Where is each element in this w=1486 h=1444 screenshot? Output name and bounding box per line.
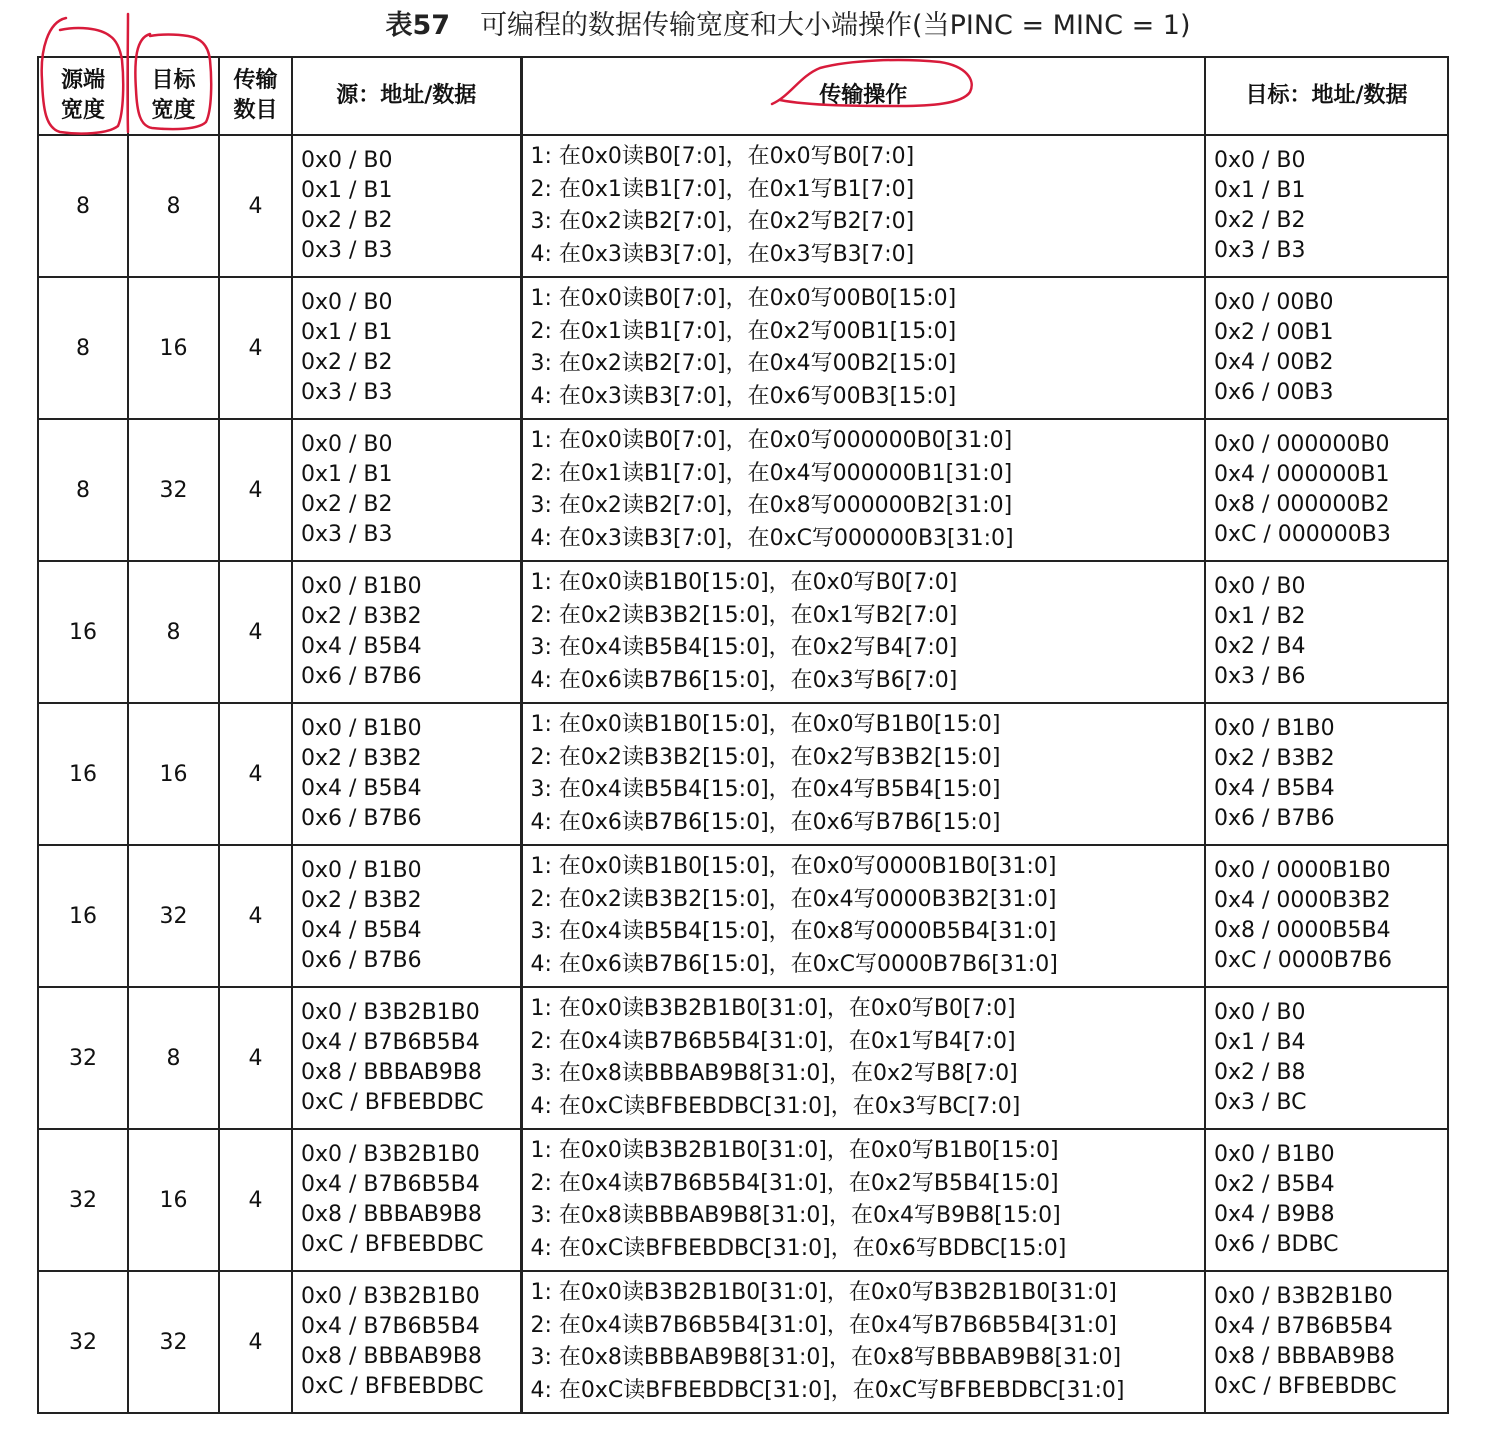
src-addr-line: 0x1 / B1 xyxy=(301,178,393,203)
dst-addr-line: 0x2 / B3B2 xyxy=(1214,746,1335,771)
dst-addr-line: 0x1 / B2 xyxy=(1214,604,1306,629)
header-dst-width: 目标 宽度 xyxy=(128,57,219,135)
src-addr-line: 0x0 / B0 xyxy=(301,148,393,173)
table-number: 表57 xyxy=(385,10,451,41)
cell-transfer-ops xyxy=(521,1129,1205,1271)
table-row xyxy=(38,845,1448,987)
cell-src-addr xyxy=(292,1271,521,1413)
cell-src-width: 16 xyxy=(38,703,128,845)
transfer-op-line: 4: 在0x3读B3[7:0]，在0xC写000000B3[31:0] xyxy=(530,525,1014,551)
src-addr-line: 0x2 / B2 xyxy=(301,350,393,375)
src-addr-line: 0x0 / B3B2B1B0 xyxy=(301,1142,480,1167)
transfer-op-line: 3: 在0x8读BBBAB9B8[31:0]，在0x2写B8[7:0] xyxy=(530,1061,1018,1086)
cell-src-width: 8 xyxy=(38,419,128,561)
dst-addr-line: 0x4 / B9B8 xyxy=(1214,1202,1335,1227)
cell-dst-addr xyxy=(1205,987,1448,1129)
transfer-op-line: 1: 在0x0读B3B2B1B0[31:0]，在0x0写B3B2B1B0[31:0] xyxy=(530,1280,1117,1305)
dst-addr-line: 0x3 / B3 xyxy=(1214,238,1306,263)
cell-src-addr xyxy=(292,419,521,561)
transfer-op-line: 2: 在0x4读B7B6B5B4[31:0]，在0x2写B5B4[15:0] xyxy=(530,1170,1059,1196)
cell-src-width: 16 xyxy=(38,561,128,703)
dst-addr-line: 0x6 / BDBC xyxy=(1214,1232,1339,1257)
dst-addr-line: 0x0 / 0000B1B0 xyxy=(1214,858,1391,883)
transfer-op-line: 3: 在0x4读B5B4[15:0]，在0x4写B5B4[15:0] xyxy=(530,777,1001,802)
transfer-op-line: 2: 在0x1读B1[7:0]，在0x4写000000B1[31:0] xyxy=(530,460,1013,486)
transfer-op-line: 2: 在0x1读B1[7:0]，在0x1写B1[7:0] xyxy=(530,176,915,202)
cell-transfer-ops xyxy=(521,419,1205,561)
transfer-op-line: 4: 在0x6读B7B6[15:0]，在0xC写0000B7B6[31:0] xyxy=(530,951,1058,977)
table-row xyxy=(38,987,1448,1129)
dst-addr-line: 0x8 / 0000B5B4 xyxy=(1214,918,1391,943)
cell-dst-addr xyxy=(1205,703,1448,845)
src-addr-line: 0x0 / B3B2B1B0 xyxy=(301,1284,480,1309)
transfer-op-line: 1: 在0x0读B0[7:0]，在0x0写B0[7:0] xyxy=(530,144,915,169)
cell-src-width: 32 xyxy=(38,1271,128,1413)
dst-addr-line: 0x3 / B6 xyxy=(1214,664,1306,689)
transfer-op-line: 1: 在0x0读B3B2B1B0[31:0]，在0x0写B0[7:0] xyxy=(530,996,1016,1021)
src-addr-line: 0x0 / B1B0 xyxy=(301,716,422,741)
src-addr-line: 0x4 / B5B4 xyxy=(301,776,422,801)
transfer-op-line: 3: 在0x2读B2[7:0]，在0x2写B2[7:0] xyxy=(530,209,915,234)
cell-count: 4 xyxy=(219,1271,292,1413)
cell-dst-width: 8 xyxy=(128,987,219,1129)
cell-dst-addr xyxy=(1205,1271,1448,1413)
dst-addr-line: 0x0 / 000000B0 xyxy=(1214,432,1390,457)
dst-addr-line: 0x2 / B4 xyxy=(1214,634,1306,659)
transfer-op-line: 1: 在0x0读B0[7:0]，在0x0写00B0[15:0] xyxy=(530,286,957,311)
dst-addr-line: 0x8 / 000000B2 xyxy=(1214,492,1390,517)
dst-addr-line: 0x4 / 0000B3B2 xyxy=(1214,888,1391,913)
transfer-op-line: 4: 在0xC读BFBEBDBC[31:0]，在0x3写BC[7:0] xyxy=(530,1093,1021,1119)
cell-src-addr xyxy=(292,135,521,277)
transfer-op-line: 1: 在0x0读B1B0[15:0]，在0x0写B1B0[15:0] xyxy=(530,712,1001,737)
cell-count: 4 xyxy=(219,1129,292,1271)
dst-addr-line: 0x2 / 00B1 xyxy=(1214,320,1334,345)
cell-dst-width: 8 xyxy=(128,135,219,277)
table-row xyxy=(38,1271,1448,1413)
cell-transfer-ops xyxy=(521,987,1205,1129)
cell-dst-addr xyxy=(1205,1129,1448,1271)
cell-src-width: 8 xyxy=(38,277,128,419)
transfer-op-line: 3: 在0x8读BBBAB9B8[31:0]，在0x8写BBBAB9B8[31:0] xyxy=(530,1345,1122,1370)
src-addr-line: 0x0 / B1B0 xyxy=(301,574,422,599)
src-addr-line: 0x2 / B3B2 xyxy=(301,888,422,913)
dst-addr-line: 0x4 / 00B2 xyxy=(1214,350,1334,375)
dst-addr-line: 0x2 / B8 xyxy=(1214,1060,1306,1085)
cell-dst-width: 32 xyxy=(128,845,219,987)
cell-dst-addr xyxy=(1205,419,1448,561)
transfer-op-line: 3: 在0x2读B2[7:0]，在0x4写00B2[15:0] xyxy=(530,351,957,376)
src-addr-line: 0x3 / B3 xyxy=(301,238,393,263)
dst-addr-line: 0x8 / BBBAB9B8 xyxy=(1214,1344,1395,1369)
dst-addr-line: 0x0 / B1B0 xyxy=(1214,1142,1335,1167)
cell-transfer-ops xyxy=(521,1271,1205,1413)
transfer-op-line: 1: 在0x0读B1B0[15:0]，在0x0写0000B1B0[31:0] xyxy=(530,854,1057,879)
dst-addr-line: 0x2 / B5B4 xyxy=(1214,1172,1335,1197)
cell-transfer-ops xyxy=(521,561,1205,703)
header-src-width: 源端 宽度 xyxy=(38,57,128,135)
src-addr-line: 0x8 / BBBAB9B8 xyxy=(301,1060,482,1085)
cell-dst-width: 16 xyxy=(128,1129,219,1271)
cell-count: 4 xyxy=(219,135,292,277)
dst-addr-line: 0x0 / B0 xyxy=(1214,1000,1306,1025)
cell-src-width: 8 xyxy=(38,135,128,277)
dst-addr-line: 0x0 / B3B2B1B0 xyxy=(1214,1284,1393,1309)
dst-addr-line: 0x2 / B2 xyxy=(1214,208,1306,233)
src-addr-line: 0x2 / B3B2 xyxy=(301,746,422,771)
transfer-op-line: 3: 在0x4读B5B4[15:0]，在0x8写0000B5B4[31:0] xyxy=(530,919,1057,944)
transfer-op-line: 4: 在0x6读B7B6[15:0]，在0x3写B6[7:0] xyxy=(530,667,958,693)
cell-transfer-ops xyxy=(521,135,1205,277)
cell-dst-addr xyxy=(1205,561,1448,703)
cell-src-addr xyxy=(292,277,521,419)
cell-dst-width: 16 xyxy=(128,703,219,845)
cell-count: 4 xyxy=(219,277,292,419)
src-addr-line: 0xC / BFBEBDBC xyxy=(301,1090,484,1115)
dst-addr-line: 0x6 / 00B3 xyxy=(1214,380,1334,405)
dst-addr-line: 0x0 / B1B0 xyxy=(1214,716,1335,741)
table-row xyxy=(38,277,1448,419)
cell-transfer-ops xyxy=(521,703,1205,845)
src-addr-line: 0x0 / B0 xyxy=(301,432,393,457)
dst-addr-line: 0xC / 000000B3 xyxy=(1214,522,1391,547)
src-addr-line: 0x2 / B3B2 xyxy=(301,604,422,629)
src-addr-line: 0x6 / B7B6 xyxy=(301,948,422,973)
dst-addr-line: 0x4 / B5B4 xyxy=(1214,776,1335,801)
dst-addr-line: 0x4 / 000000B1 xyxy=(1214,462,1390,487)
cell-dst-width: 16 xyxy=(128,277,219,419)
table-caption xyxy=(0,6,1486,46)
cell-dst-width: 32 xyxy=(128,1271,219,1413)
transfer-op-line: 4: 在0x6读B7B6[15:0]，在0x6写B7B6[15:0] xyxy=(530,809,1001,835)
src-addr-line: 0x4 / B7B6B5B4 xyxy=(301,1030,480,1055)
cell-transfer-ops xyxy=(521,845,1205,987)
table-row xyxy=(38,135,1448,277)
header-count: 传输 数目 xyxy=(219,57,292,135)
cell-src-addr xyxy=(292,703,521,845)
transfer-op-line: 2: 在0x4读B7B6B5B4[31:0]，在0x4写B7B6B5B4[31:0] xyxy=(530,1312,1117,1338)
header-transfer-ops: 传输操作 xyxy=(521,57,1205,135)
dst-addr-line: 0x4 / B7B6B5B4 xyxy=(1214,1314,1393,1339)
src-addr-line: 0x3 / B3 xyxy=(301,522,393,547)
src-addr-line: 0x2 / B2 xyxy=(301,208,393,233)
transfer-op-line: 1: 在0x0读B1B0[15:0]，在0x0写B0[7:0] xyxy=(530,570,958,595)
src-addr-line: 0x1 / B1 xyxy=(301,462,393,487)
transfer-op-line: 4: 在0xC读BFBEBDBC[31:0]，在0xC写BFBEBDBC[31:0] xyxy=(530,1377,1125,1403)
transfer-op-line: 3: 在0x8读BBBAB9B8[31:0]，在0x4写B9B8[15:0] xyxy=(530,1203,1061,1228)
dst-addr-line: 0x0 / 00B0 xyxy=(1214,290,1334,315)
transfer-op-line: 4: 在0x3读B3[7:0]，在0x6写00B3[15:0] xyxy=(530,383,957,409)
transfer-op-line: 2: 在0x2读B3B2[15:0]，在0x2写B3B2[15:0] xyxy=(530,744,1001,770)
cell-count: 4 xyxy=(219,703,292,845)
src-addr-line: 0x0 / B3B2B1B0 xyxy=(301,1000,480,1025)
dst-addr-line: 0xC / BFBEBDBC xyxy=(1214,1374,1397,1399)
src-addr-line: 0xC / BFBEBDBC xyxy=(301,1232,484,1257)
src-addr-line: 0x0 / B0 xyxy=(301,290,393,315)
transfer-op-line: 2: 在0x2读B3B2[15:0]，在0x1写B2[7:0] xyxy=(530,602,958,628)
cell-src-width: 32 xyxy=(38,1129,128,1271)
cell-src-addr xyxy=(292,987,521,1129)
cell-count: 4 xyxy=(219,561,292,703)
cell-dst-addr xyxy=(1205,277,1448,419)
src-addr-line: 0x4 / B7B6B5B4 xyxy=(301,1172,480,1197)
cell-dst-addr xyxy=(1205,845,1448,987)
header-src-addr: 源：地址/数据 xyxy=(292,57,521,135)
transfer-op-line: 3: 在0x2读B2[7:0]，在0x8写000000B2[31:0] xyxy=(530,493,1013,518)
cell-dst-width: 32 xyxy=(128,419,219,561)
src-addr-line: 0x1 / B1 xyxy=(301,320,393,345)
src-addr-line: 0x8 / BBBAB9B8 xyxy=(301,1202,482,1227)
dst-addr-line: 0x1 / B1 xyxy=(1214,178,1306,203)
transfer-op-line: 1: 在0x0读B3B2B1B0[31:0]，在0x0写B1B0[15:0] xyxy=(530,1138,1059,1163)
src-addr-line: 0x3 / B3 xyxy=(301,380,393,405)
src-addr-line: 0x2 / B2 xyxy=(301,492,393,517)
cell-src-width: 16 xyxy=(38,845,128,987)
src-addr-line: 0x4 / B5B4 xyxy=(301,918,422,943)
cell-count: 4 xyxy=(219,845,292,987)
header-row xyxy=(38,57,1448,135)
cell-transfer-ops xyxy=(521,277,1205,419)
transfer-op-line: 2: 在0x4读B7B6B5B4[31:0]，在0x1写B4[7:0] xyxy=(530,1028,1016,1054)
dst-addr-line: 0x6 / B7B6 xyxy=(1214,806,1335,831)
table-row xyxy=(38,1129,1448,1271)
dst-addr-line: 0xC / 0000B7B6 xyxy=(1214,948,1392,973)
header-dst-addr: 目标：地址/数据 xyxy=(1205,57,1448,135)
table-title: 可编程的数据传输宽度和大小端操作(当PINC = MINC = 1) xyxy=(480,10,1191,41)
table-row xyxy=(38,703,1448,845)
src-addr-line: 0xC / BFBEBDBC xyxy=(301,1374,484,1399)
transfer-op-line: 3: 在0x4读B5B4[15:0]，在0x2写B4[7:0] xyxy=(530,635,958,660)
transfer-op-line: 2: 在0x2读B3B2[15:0]，在0x4写0000B3B2[31:0] xyxy=(530,886,1057,912)
cell-src-width: 32 xyxy=(38,987,128,1129)
cell-count: 4 xyxy=(219,987,292,1129)
dst-addr-line: 0x1 / B4 xyxy=(1214,1030,1306,1055)
src-addr-line: 0x6 / B7B6 xyxy=(301,664,422,689)
transfer-op-line: 4: 在0xC读BFBEBDBC[31:0]，在0x6写BDBC[15:0] xyxy=(530,1235,1067,1261)
dst-addr-line: 0x0 / B0 xyxy=(1214,148,1306,173)
transfer-op-line: 4: 在0x3读B3[7:0]，在0x3写B3[7:0] xyxy=(530,241,915,267)
src-addr-line: 0x8 / BBBAB9B8 xyxy=(301,1344,482,1369)
cell-dst-width: 8 xyxy=(128,561,219,703)
cell-src-addr xyxy=(292,845,521,987)
transfer-op-line: 1: 在0x0读B0[7:0]，在0x0写000000B0[31:0] xyxy=(530,428,1013,453)
cell-src-addr xyxy=(292,561,521,703)
dst-addr-line: 0x3 / BC xyxy=(1214,1090,1307,1115)
dst-addr-line: 0x0 / B0 xyxy=(1214,574,1306,599)
table-row xyxy=(38,561,1448,703)
cell-src-addr xyxy=(292,1129,521,1271)
cell-count: 4 xyxy=(219,419,292,561)
cell-dst-addr xyxy=(1205,135,1448,277)
src-addr-line: 0x4 / B5B4 xyxy=(301,634,422,659)
src-addr-line: 0x0 / B1B0 xyxy=(301,858,422,883)
table-row xyxy=(38,419,1448,561)
data-width-endianness-table xyxy=(37,56,1449,1414)
transfer-op-line: 2: 在0x1读B1[7:0]，在0x2写00B1[15:0] xyxy=(530,318,957,344)
src-addr-line: 0x6 / B7B6 xyxy=(301,806,422,831)
src-addr-line: 0x4 / B7B6B5B4 xyxy=(301,1314,480,1339)
